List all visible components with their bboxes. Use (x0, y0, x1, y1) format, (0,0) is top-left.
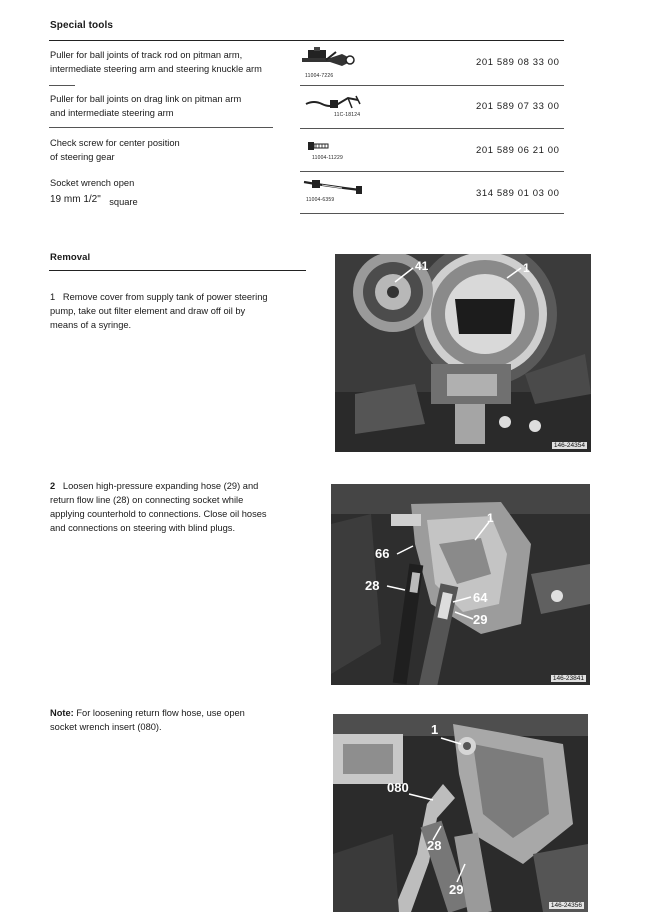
step-line: Remove cover from supply tank of power steering (62, 292, 268, 302)
section-rule (49, 270, 306, 271)
step-number: 1 (50, 292, 56, 302)
tool-row-line: Socket wrench open (50, 178, 135, 188)
photo-callout: 66 (375, 546, 390, 561)
row-divider (49, 127, 273, 128)
step-number: 2 (50, 481, 56, 491)
note-line: socket wrench insert (080). (50, 722, 162, 732)
tool-row-description (50, 136, 300, 164)
tool-row-description (50, 48, 300, 76)
part-number: 201 589 08 33 00 (476, 57, 560, 68)
note-line: For loosening return flow hose, use open (76, 708, 245, 718)
tool-row-line-suffix: square (109, 197, 138, 207)
socket-wrench-icon (302, 176, 366, 198)
tool-row-line: intermediate steering arm and steering knuckle arm (50, 64, 262, 74)
photo-id: 146-24356 (550, 902, 582, 909)
part-number: 201 589 07 33 00 (476, 101, 560, 112)
step-line: return flow line (28) on connecting socket while (50, 495, 244, 505)
step-1-text (50, 290, 310, 332)
photo-callout: 29 (449, 882, 464, 897)
note-label: Note: (50, 708, 74, 718)
tool-row-line: Puller for ball joints of track rod on pitman arm, (50, 50, 243, 60)
step-line: and connections on steering with blind plugs. (50, 523, 236, 533)
photo-callout: 28 (427, 838, 442, 853)
tool-row-description (50, 92, 300, 120)
row-divider (300, 171, 564, 172)
row-divider (300, 85, 564, 86)
step-line: applying counterhold to connections. Close oil hoses (50, 509, 267, 519)
photo-callout: 1 (523, 261, 530, 275)
step-line: pump, take out filter element and draw off oil by (50, 306, 246, 316)
tool-code: 11004-6359 (306, 197, 335, 203)
photo-callout: 1 (487, 511, 494, 525)
tool-code: 11004-7226 (305, 73, 334, 79)
section-rule (49, 40, 564, 41)
check-screw-icon (306, 138, 336, 154)
step-line: Loosen high-pressure expanding hose (29) and (62, 481, 259, 491)
special-tools-heading: Special tools (50, 20, 113, 31)
photo-steering-connections (331, 484, 590, 685)
step-2-text (50, 479, 320, 535)
tool-code: 11C-18124 (334, 112, 361, 118)
tool-row-line: of steering gear (50, 152, 115, 162)
removal-heading: Removal (50, 252, 91, 263)
photo-callout: 28 (365, 578, 380, 593)
photo-callout: 1 (431, 722, 439, 737)
part-number: 201 589 06 21 00 (476, 145, 560, 156)
tool-row-line: and intermediate steering arm (50, 108, 174, 118)
row-divider (300, 128, 564, 129)
tool-code: 11004-11229 (312, 155, 343, 161)
photo-callout: 41 (415, 259, 429, 273)
photo-socket-wrench-insert (333, 714, 588, 912)
step-line: means of a syringe. (50, 320, 132, 330)
photo-supply-tank (335, 254, 591, 452)
photo-id: 146-23841 (552, 675, 584, 682)
tool-row-line: Puller for ball joints on drag link on pitman arm (50, 94, 242, 104)
photo-callout: 64 (473, 590, 488, 605)
photo-callout: 29 (473, 612, 488, 627)
tool-row-line-group (50, 189, 300, 207)
photo-id: 146-24354 (553, 442, 585, 449)
photo-callout: 080 (387, 780, 409, 795)
row-divider (300, 213, 564, 214)
part-number: 314 589 01 03 00 (476, 188, 560, 199)
row-divider (49, 85, 75, 86)
note-text (50, 706, 310, 734)
tool-row-line: Check screw for center position (50, 138, 180, 148)
tool-row-line: 19 mm 1/2" (50, 194, 101, 205)
tool-row-description (50, 178, 300, 207)
